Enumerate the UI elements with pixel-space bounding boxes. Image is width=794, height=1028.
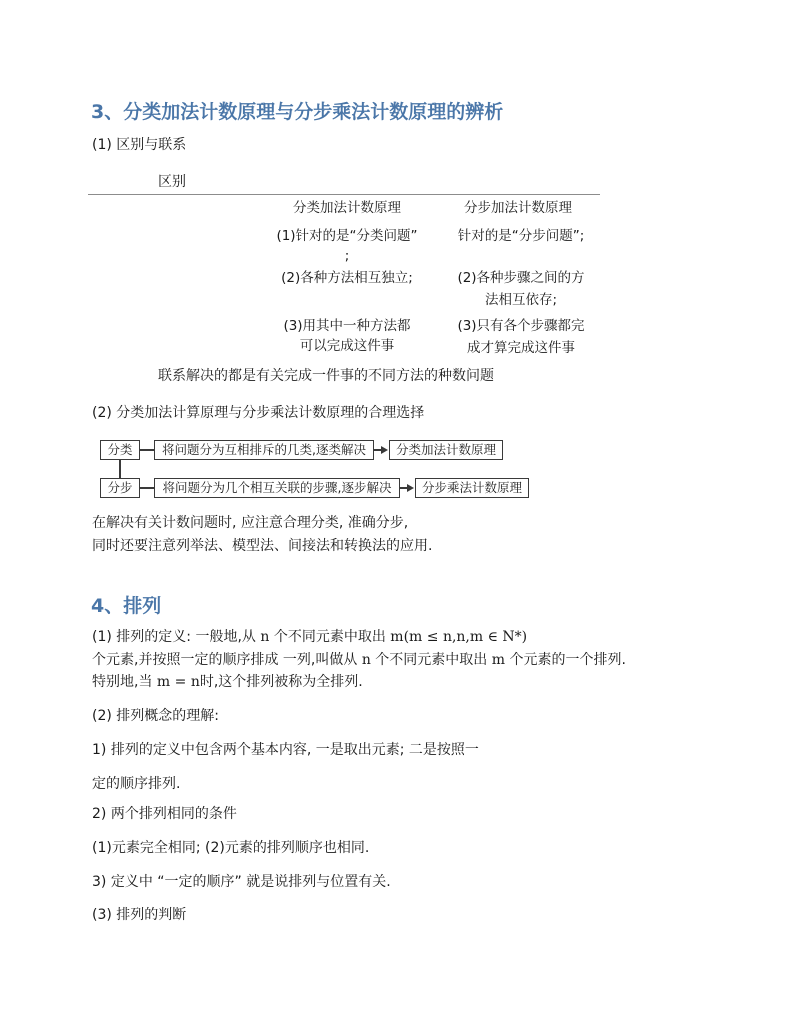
arrow-icon [407,484,414,492]
math-n: n [260,629,270,645]
definition-text: 个不同元素中取出 [375,652,488,668]
table-cell-1-1b: ; [344,248,350,264]
flow-box-classify: 分类 [100,440,140,460]
math-m: m [390,629,404,645]
note-line-1: 在解决有关计数问题时, 应注意合理分类, 准确分步, [92,515,409,531]
definition-line-2 [92,651,626,669]
math-equation: m = n [156,674,200,690]
paragraph-conditions: (1)元素完全相同; (2)元素的排列顺序也相同. [92,840,370,856]
paragraph-same-condition: 2) 两个排列相同的条件 [92,806,237,822]
arrow-icon [381,446,388,454]
paragraph-order: 3) 定义中 “一定的顺序” 就是说排列与位置有关. [92,874,391,890]
math-n: n [361,652,371,668]
paragraph-judgment: (3) 排列的判断 [92,907,187,923]
flow-box-step-desc: 将问题分为几个相互关联的步骤,逐步解决 [154,478,400,498]
paragraph-basic-content-cont: 定的顺序排列. [92,776,181,792]
definition-text: 个元素的一个排列. [509,652,626,668]
definition-line-3 [92,673,363,691]
table-cell-2-2b: 法相互依存; [484,292,558,308]
flow-box-classify-desc: 将问题分为互相排斥的几类,逐类解决 [154,440,374,460]
definition-text: 个元素,并按照一定的顺序排成 一列,叫做从 [92,652,358,668]
flow-box-step: 分步 [100,478,140,498]
note-line-2: 同时还要注意列举法、模型法、间接法和转换法的应用. [92,538,433,554]
table-cell-1-1a: (1)针对的是“分类问题” [276,228,418,244]
flow-box-add-principle: 分类加法计数原理 [389,440,503,460]
subsection-2-title: (2) 分类加法计算原理与分步乘法计数原理的合理选择 [92,405,425,421]
definition-line-1 [92,628,527,646]
table-cell-1-2: 针对的是“分步问题”; [457,228,585,244]
table-header-step: 分步加法计数原理 [464,200,572,216]
definition-text: 时,这个排列被称为全排列. [199,674,363,690]
definition-text: 特别地,当 [92,674,153,690]
section-3-heading: 3、分类加法计数原理与分步乘法计数原理的辨析 [91,101,504,123]
flow-connector [140,487,154,489]
table-cell-3-2a: (3)只有各个步骤都完 [457,318,585,334]
math-m: m [491,652,506,668]
flow-box-mult-principle: 分步乘法计数原理 [415,478,529,498]
table-cell-3-2b: 成才算完成这件事 [467,340,575,356]
definition-text: 个不同元素中取出 [273,629,386,645]
paragraph-basic-content: 1) 排列的定义中包含两个基本内容, 一是取出元素; 二是按照一 [92,742,479,758]
flow-connector [119,460,121,478]
flow-connector [140,449,154,451]
subsection-1-title: (1) 区别与联系 [92,137,187,153]
table-link-row: 联系解决的都是有关完成一件事的不同方法的种数问题 [158,368,494,384]
table-cell-3-1b: 可以完成这件事 [299,338,395,354]
table-header-classify: 分类加法计数原理 [293,200,401,216]
table-cell-2-1: (2)各种方法相互独立; [281,270,413,286]
definition-text: (1) 排列的定义: 一般地,从 [92,629,256,645]
paragraph-understanding: (2) 排列概念的理解: [92,708,219,724]
table-cell-2-2a: (2)各种步骤之间的方 [457,270,585,286]
table-corner-label: 区别 [158,174,186,190]
section-4-heading: 4、排列 [91,595,162,617]
table-cell-3-1a: (3)用其中一种方法都 [283,318,411,334]
math-condition: (m ≤ n,n,m ∈ N*) [403,629,528,645]
table-top-rule [88,194,600,195]
